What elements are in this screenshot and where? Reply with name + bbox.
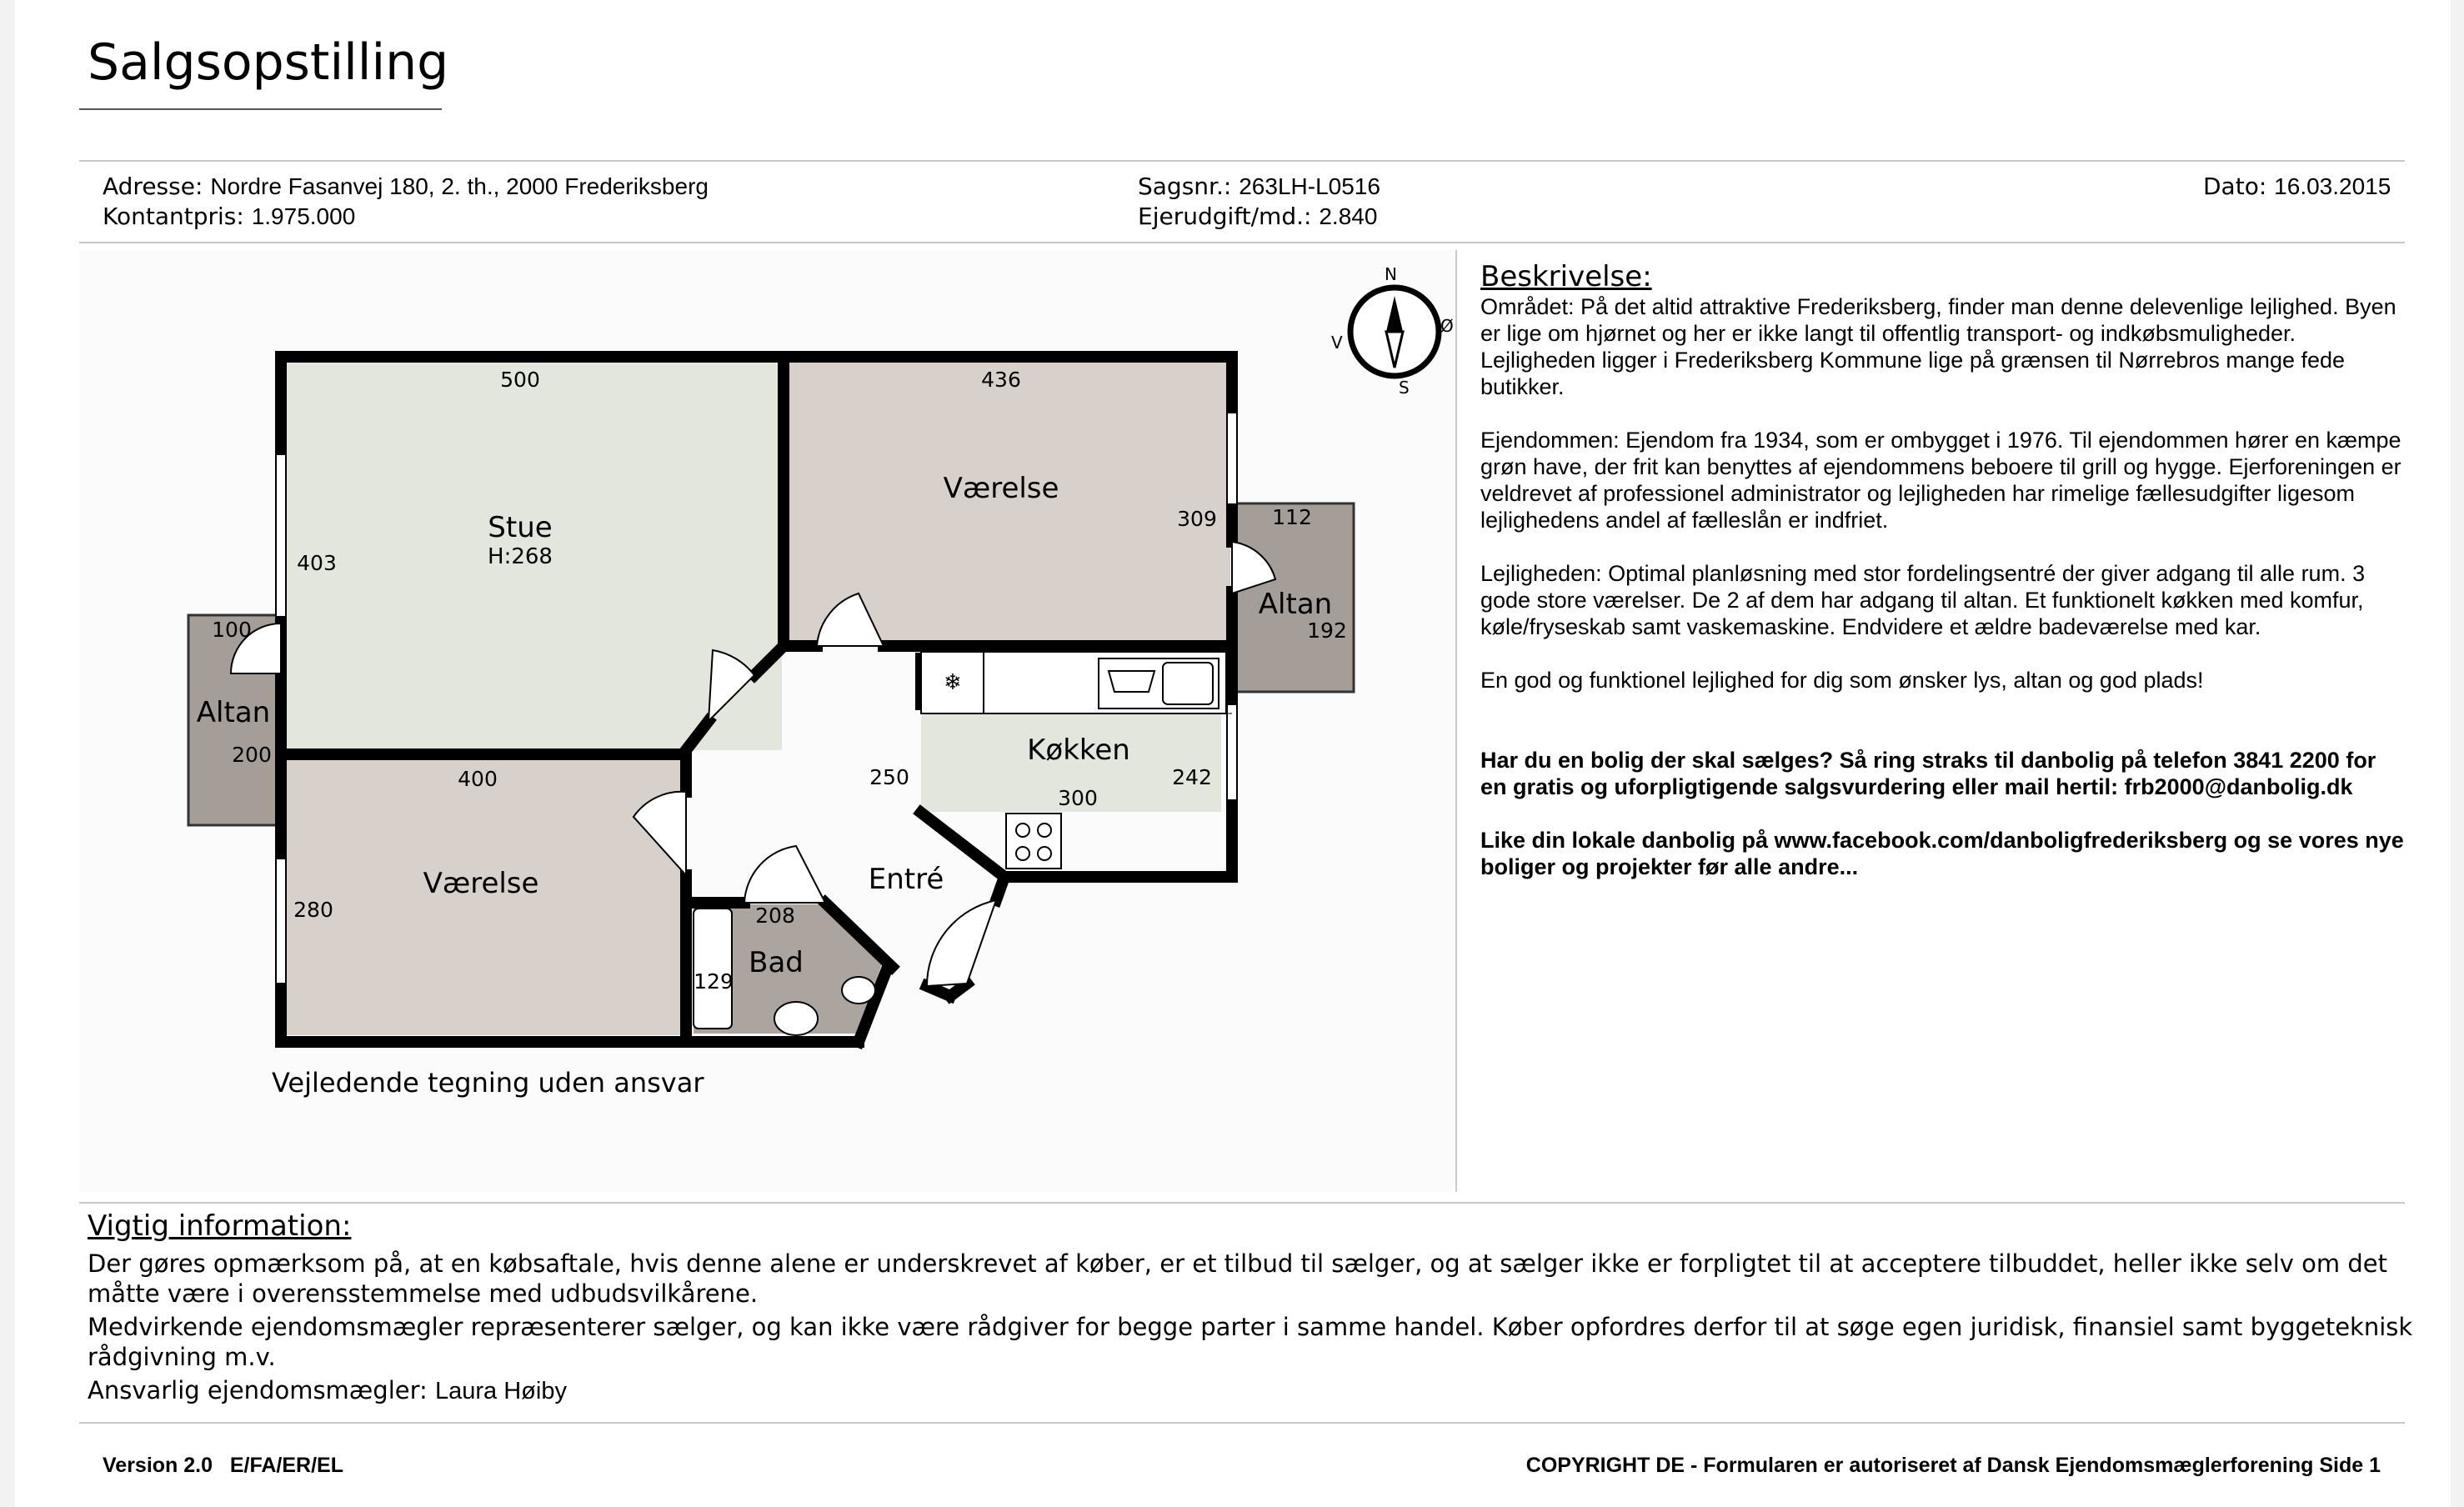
dim-280: 280 [293,898,333,922]
footer-version: Version 2.0 E/FA/ER/EL [103,1454,343,1477]
description [1480,260,2406,907]
divider-footer [79,1422,2405,1424]
label-stue-height: H:268 [488,544,553,569]
agent-label: Ansvarlig ejendomsmægler: [88,1376,428,1404]
description-summary: En god og funktionel lejlighed for dig som ønsker lys, altan og god plads! [1480,668,2204,693]
dim-400: 400 [458,767,498,791]
fee-label: Ejerudgift/md.: [1138,203,1312,230]
label-vaerelse-bottom: Værelse [423,867,539,900]
dim-129: 129 [694,969,734,994]
important-heading: Vigtig information: [88,1209,352,1243]
compass-s: S [1399,378,1410,398]
important-info [88,1209,2421,1409]
dim-200: 200 [232,743,272,767]
footer-copyright: COPYRIGHT DE - Formularen er autoriseret af Dansk Ejendomsmæglerforening Side 1 [1525,1454,2381,1477]
label-altan-left: Altan [196,696,271,729]
label-stue: Stue [488,511,553,544]
description-heading: Beskrivelse: [1480,260,1652,293]
dim-100: 100 [212,618,252,642]
label-koekken: Køkken [1027,733,1130,767]
freezer-icon: ❄ [944,670,962,695]
label-bad: Bad [749,946,804,979]
fee-value: 2.840 [1319,203,1378,229]
dim-300: 300 [1058,786,1098,810]
agent-name: Laura Høiby [435,1378,567,1404]
dim-436: 436 [981,368,1021,392]
compass-icon [1350,288,1439,376]
floorplan [0,0,1467,1200]
date-value: 16.03.2015 [2274,173,2391,199]
price-value: 1.975.000 [251,203,356,229]
label-altan-right: Altan [1258,588,1333,621]
divider-important [79,1202,2405,1204]
dim-112: 112 [1272,505,1312,529]
dim-208: 208 [755,904,795,928]
dim-250: 250 [869,765,909,789]
description-contact: Har du en bolig der skal sælges? Så ring straks til danbolig på telefon 3841 2200 for en gratis og uforpligtigende salgsvurdering eller mail hertil: frb2000@danbolig.dk [1480,748,2376,799]
case-value: 263LH-L0516 [1239,173,1380,199]
important-purchase-note: Der gøres opmærksom på, at en købsaftale, hvis denne alene er underskrevet af køber, er et tilbud til sælger, og at sælger ikke er forpligtet til at acceptere tilbuddet, heller ikke selv om det måtte være i overensstemmelse med udbudsvilkårene. [88,1249,2388,1308]
case-label: Sagsnr.: [1138,173,1232,200]
address-value: Nordre Fasanvej 180, 2. th., 2000 Frederiksberg [210,173,709,199]
description-apartment: Lejligheden: Optimal planløsning med stor fordelingsentré der giver adgang til alle rum. 3 gode store værelser. De 2 af dem har adgang til altan. Et funktionelt køkken med komfur, køle/fryseskab samt vaskemaskine. Endvidere et ældre badeværelse med kar. [1480,561,2366,639]
label-entre: Entré [868,863,944,896]
description-area: Området: På det altid attraktive Frederiksberg, finder man denne delevenlige lejlighed. Byen er lige om hjørnet og her er ikke langt til offentlig transport- og indkøbsmuligheder. Lejligheden ligger i Frederiksberg Kommune lige på grænsen til Nørrebros mange fede butikker. [1480,294,2396,399]
dim-309: 309 [1177,507,1217,531]
description-facebook: Like din lokale danbolig på www.facebook.com/danboligfrederiksberg og se vores nye boliger og projekter før alle andre... [1480,828,2404,879]
dim-242: 242 [1172,765,1212,789]
label-vaerelse-top: Værelse [943,472,1059,505]
description-property: Ejendommen: Ejendom fra 1934, som er ombygget i 1976. Til ejendommen hører en kæmpe grøn have, der frit kan benyttes af ejendommens beboere til grill og hygge. Ejerforeningen er veldrevet af professionel administrator og lejligheden har rimelige fællesudgifter ligesom lejlighedens andel af fælleslån er indfriet. [1480,428,2401,533]
dim-500: 500 [500,368,540,392]
floorplan-note: Vejledende tegning uden ansvar [272,1067,704,1099]
compass-n: N [1385,264,1397,284]
dim-192: 192 [1307,618,1347,643]
important-agent-note: Medvirkende ejendomsmægler repræsenterer sælger, og kan ikke være rådgiver for begge parter i samme handel. Køber opfordres derfor til at søge egen juridisk, finansiel samt byggeteknisk rådgivning m.v. [88,1313,2413,1371]
date-label: Dato: [2203,173,2267,200]
address-label: Adresse: [103,173,203,200]
compass-v: V [1331,333,1343,353]
dim-403: 403 [297,551,337,575]
page-title: Salgsopstilling [88,33,449,92]
date-block [2203,172,2391,202]
price-label: Kontantpris: [103,203,244,230]
compass-o: Ø [1440,316,1454,336]
